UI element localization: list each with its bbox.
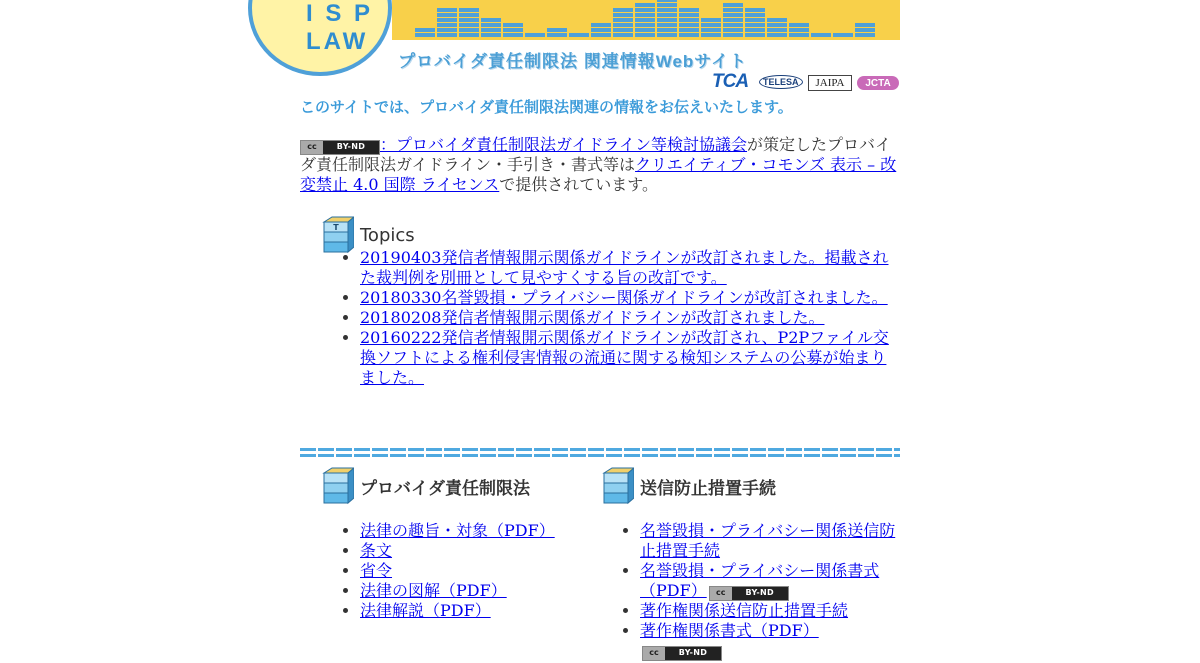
law-list-item: [360, 601, 590, 621]
header-bar-segment: [745, 28, 765, 32]
header-bar-segment: [459, 28, 479, 32]
header-bars: [392, 0, 900, 40]
header-bar-segment: [657, 8, 677, 12]
header-bar-segment: [459, 33, 479, 37]
header-bar-segment: [503, 28, 523, 32]
isp-law-logo[interactable]: [306, 0, 384, 56]
law-section-heading: [322, 467, 530, 505]
header-bar-segment: [437, 13, 457, 17]
law-section-title: プロバイダ責任制限法: [360, 478, 530, 499]
law-links-list: [360, 521, 590, 621]
book-stack-icon: [602, 467, 634, 505]
topic-link[interactable]: 20190403発信者情報開示関係ガイドラインが改訂されました。掲載された裁判例を別冊として見やすくする旨の改訂です。: [360, 248, 889, 287]
topic-item: [360, 248, 900, 288]
license-text-1: が策定したプロバイダ責任制限法ガイドライン・手引き・書式等は: [300, 135, 892, 174]
header-bar-segment: [459, 18, 479, 22]
copyright-procedure-link[interactable]: 著作権関係送信防止措置手続: [640, 601, 849, 620]
topic-link[interactable]: 20180330名誉毀損・プライバシー関係ガイドラインが改訂されました。: [360, 288, 888, 307]
procedure-list-item: [640, 521, 900, 561]
header-bar-segment: [833, 33, 853, 37]
header-bar-segment: [613, 28, 633, 32]
header-bar-segment: [635, 28, 655, 32]
jaipa-logo[interactable]: JAIPA: [808, 75, 852, 91]
header-bar-segment: [635, 18, 655, 22]
header-bar-segment: [701, 18, 721, 22]
header-bar-segment: [679, 8, 699, 12]
site-header: [300, 0, 900, 95]
header-bar-segment: [525, 33, 545, 37]
header-bar-segment: [701, 28, 721, 32]
topics-list: [360, 248, 900, 388]
header-bar-segment: [569, 33, 589, 37]
header-bar-segment: [723, 28, 743, 32]
procedure-list-item: [640, 621, 900, 661]
law-commentary-link[interactable]: 法律解説（PDF）: [360, 601, 491, 620]
header-bar-segment: [481, 23, 501, 27]
header-bar-segment: [701, 33, 721, 37]
topic-link[interactable]: 20160222発信者情報開示関係ガイドラインが改訂され、P2Pファイル交換ソフトによる権利侵害情報の流通に関する検知システムの公募が始まりました。: [360, 328, 889, 387]
header-bar-segment: [437, 28, 457, 32]
header-bar-segment: [767, 33, 787, 37]
topic-item: [360, 308, 900, 328]
header-bar-segment: [657, 23, 677, 27]
header-bar-segment: [503, 33, 523, 37]
header-bar-segment: [789, 33, 809, 37]
header-bar-segment: [855, 23, 875, 27]
book-stack-icon: [322, 216, 354, 254]
procedure-list-item: [640, 561, 900, 601]
header-bar-segment: [745, 18, 765, 22]
header-bar-segment: [679, 13, 699, 17]
procedure-section-heading: [602, 467, 776, 505]
cc-badge-left: cc: [710, 587, 732, 600]
law-articles-link[interactable]: 条文: [360, 541, 393, 560]
jcta-logo[interactable]: JCTA: [857, 76, 899, 90]
header-bar-segment: [635, 33, 655, 37]
header-bar-segment: [481, 33, 501, 37]
header-bar-segment: [657, 28, 677, 32]
cc-badge-right: BY-ND: [678, 648, 708, 657]
law-purpose-link[interactable]: 法律の趣旨・対象（PDF）: [360, 521, 555, 540]
header-bar-segment: [613, 23, 633, 27]
header-bar-segment: [723, 3, 743, 7]
divider-line-bottom: [300, 454, 900, 457]
copyright-forms-link[interactable]: 著作権関係書式（PDF）: [640, 621, 819, 640]
law-list-item: [360, 541, 590, 561]
header-bar-segment: [723, 33, 743, 37]
header-bar-segment: [679, 28, 699, 32]
header-bar-segment: [613, 13, 633, 17]
header-bar-segment: [745, 8, 765, 12]
defamation-procedure-link[interactable]: 名誉毀損・プライバシー関係送信防止措置手続: [640, 521, 896, 560]
header-bar-segment: [679, 33, 699, 37]
header-bar-segment: [657, 18, 677, 22]
topic-link[interactable]: 20180208発信者情報開示関係ガイドラインが改訂されました。: [360, 308, 825, 327]
ministerial-ordinance-link[interactable]: 省令: [360, 561, 393, 580]
logo-line-2: LAW: [306, 28, 369, 55]
header-bar-segment: [635, 8, 655, 12]
header-bar-segment: [437, 18, 457, 22]
law-list-item: [360, 581, 590, 601]
header-bar-segment: [635, 3, 655, 7]
header-bar-segment: [459, 8, 479, 12]
header-bar-segment: [789, 28, 809, 32]
defamation-forms-link[interactable]: 名誉毀損・プライバシー関係書式（PDF）: [640, 561, 880, 600]
divider-line-top: [300, 448, 900, 451]
procedure-section-title: 送信防止措置手続: [640, 478, 776, 499]
header-bar-segment: [635, 23, 655, 27]
header-bar-segment: [415, 33, 435, 37]
header-bar-segment: [767, 18, 787, 22]
cc-badge-left: cc: [643, 647, 665, 660]
header-bar-segment: [591, 28, 611, 32]
site-title: プロバイダ責任制限法 関連情報Webサイト: [398, 52, 748, 71]
header-bar-segment: [547, 28, 567, 32]
header-bar-segment: [437, 33, 457, 37]
header-bar-segment: [855, 28, 875, 32]
header-bar-segment: [459, 23, 479, 27]
header-bar-segment: [481, 28, 501, 32]
law-list-item: [360, 561, 590, 581]
header-bar-segment: [613, 33, 633, 37]
header-bar-segment: [481, 18, 501, 22]
header-bar-segment: [459, 13, 479, 17]
header-bar-segment: [745, 33, 765, 37]
intro-text: このサイトでは、プロバイダ責任制限法関連の情報をお伝えいたします。: [300, 98, 793, 116]
header-bar-segment: [437, 8, 457, 12]
topics-title: Topics: [360, 224, 415, 246]
header-bar-segment: [723, 8, 743, 12]
procedure-links-list: [640, 521, 900, 661]
header-bar-segment: [767, 23, 787, 27]
header-bar-segment: [701, 23, 721, 27]
header-bar-segment: [657, 13, 677, 17]
header-bar-segment: [855, 33, 875, 37]
tca-logo[interactable]: TCA: [712, 71, 749, 92]
cc-license-link[interactable]: クリエイティブ・コモンズ 表示 – 改変禁止 4.0 国際 ライセンス: [300, 155, 897, 194]
header-bar-segment: [723, 13, 743, 17]
section-divider: [300, 448, 900, 458]
header-bar-segment: [789, 23, 809, 27]
header-bar-segment: [437, 23, 457, 27]
topic-item: [360, 288, 900, 308]
cc-badge-right: BY-ND: [336, 142, 366, 151]
cc-badge-left: cc: [301, 141, 323, 154]
header-bar-segment: [723, 18, 743, 22]
header-bar-segment: [415, 28, 435, 32]
topic-item: [360, 328, 900, 388]
header-bar-segment: [657, 33, 677, 37]
council-link[interactable]: ：プロバイダ責任制限法ガイドライン等検討協議会: [380, 135, 748, 154]
header-bar-segment: [613, 8, 633, 12]
license-notice: [300, 135, 900, 195]
header-bar-segment: [591, 33, 611, 37]
law-list-item: [360, 521, 590, 541]
telesa-logo[interactable]: TELESA: [759, 75, 803, 89]
logo-line-1: I S P: [306, 0, 374, 27]
header-bar-segment: [745, 23, 765, 27]
header-bar-segment: [679, 23, 699, 27]
book-stack-icon: [322, 467, 354, 505]
license-text-2: で提供されています。: [499, 175, 658, 194]
header-bar-segment: [635, 13, 655, 17]
header-bar-segment: [591, 23, 611, 27]
header-bar-segment: [657, 3, 677, 7]
header-bar-segment: [767, 28, 787, 32]
header-bar-segment: [503, 23, 523, 27]
header-bar-segment: [811, 33, 831, 37]
cc-badge-right: BY-ND: [745, 588, 774, 597]
header-bar-segment: [723, 23, 743, 27]
cc-by-nd-badge-icon[interactable]: [300, 140, 380, 155]
page: [300, 0, 900, 657]
cc-by-nd-badge-icon[interactable]: [642, 646, 722, 661]
header-bar-segment: [613, 18, 633, 22]
cc-by-nd-badge-icon[interactable]: [709, 586, 789, 601]
svg-text:T: T: [333, 223, 339, 232]
header-bar-segment: [679, 18, 699, 22]
header-bar-segment: [745, 13, 765, 17]
procedure-list-item: [640, 601, 900, 621]
header-bar-segment: [547, 33, 567, 37]
law-diagram-link[interactable]: 法律の図解（PDF）: [360, 581, 507, 600]
header-bar-segment: [657, 0, 677, 2]
